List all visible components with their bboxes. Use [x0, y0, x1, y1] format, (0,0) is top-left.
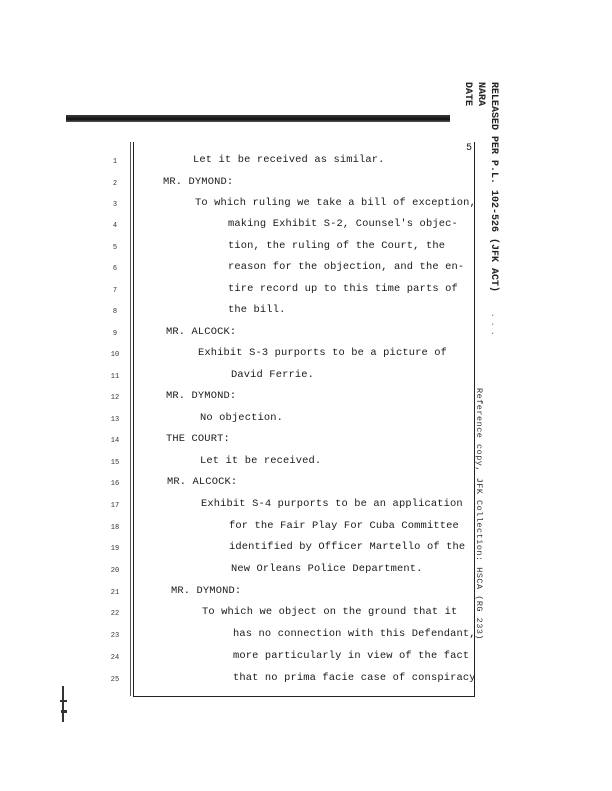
- line-number: 1: [112, 158, 118, 166]
- speaker-label: MR. DYMOND:: [171, 585, 242, 597]
- line-number: 19: [110, 545, 120, 553]
- transcript-line: that no prima facie case of conspiracy: [233, 672, 476, 684]
- speaker-label: MR. ALCOCK:: [166, 326, 237, 338]
- line-number: 16: [110, 480, 120, 488]
- transcript-line: the bill.: [228, 304, 286, 316]
- line-number: 3: [112, 201, 118, 209]
- transcript-line: No objection.: [200, 412, 284, 424]
- scan-artifact: [60, 686, 68, 722]
- release-stamp-line1: RELEASED PER P.L. 102-526 (JFK ACT): [488, 82, 499, 293]
- line-number: 17: [110, 502, 120, 510]
- transcript-line: identified by Officer Martello of the: [229, 541, 466, 553]
- transcript-line: To which we object on the ground that it: [202, 606, 458, 618]
- page-number: 5: [466, 143, 473, 154]
- line-number: 15: [110, 459, 120, 467]
- scan-dots: · · ·: [490, 311, 496, 339]
- line-number: 2: [112, 180, 118, 188]
- speaker-label: MR. DYMOND:: [163, 176, 234, 188]
- transcript-line: To which ruling we take a bill of exception,: [195, 197, 476, 209]
- line-number: 11: [110, 373, 120, 381]
- line-number: 7: [112, 287, 118, 295]
- line-number: 13: [110, 416, 120, 424]
- line-number: 22: [110, 610, 120, 618]
- line-number: 6: [112, 265, 118, 273]
- line-number: 25: [110, 676, 120, 684]
- line-number: 23: [110, 632, 120, 640]
- transcript-line: Let it be received.: [200, 455, 322, 467]
- speaker-label: THE COURT:: [166, 433, 230, 445]
- speaker-label: MR. DYMOND:: [166, 390, 237, 402]
- line-number: 8: [112, 308, 118, 316]
- line-number: 24: [110, 654, 120, 662]
- transcript-line: has no connection with this Defendant,: [233, 628, 476, 640]
- transcript-line: Exhibit S-4 purports to be an application: [201, 498, 463, 510]
- release-stamp: [461, 82, 500, 292]
- header-rule: [66, 115, 450, 122]
- transcript-line: New Orleans Police Department.: [231, 563, 423, 575]
- transcript-line: tion, the ruling of the Court, the: [228, 240, 446, 252]
- transcript-line: for the Fair Play For Cuba Committee: [229, 520, 459, 532]
- line-number: 9: [112, 330, 118, 338]
- margin-rule: [130, 142, 131, 696]
- speaker-label: MR. ALCOCK:: [167, 476, 238, 488]
- line-number: 4: [112, 222, 118, 230]
- transcript-line: David Ferrie.: [231, 369, 315, 381]
- line-number: 14: [110, 437, 120, 445]
- transcript-line: more particularly in view of the fact: [233, 650, 470, 662]
- transcript-line: tire record up to this time parts of: [228, 283, 458, 295]
- transcript-line: reason for the objection, and the en-: [228, 261, 465, 273]
- release-stamp-line2: NARA: [475, 82, 486, 107]
- transcript-line: Let it be received as similar.: [193, 154, 385, 166]
- line-number: 10: [110, 351, 120, 359]
- line-number: 18: [110, 524, 120, 532]
- transcript-line: Exhibit S-3 purports to be a picture of: [198, 347, 448, 359]
- release-stamp-line3: DATE: [462, 82, 473, 107]
- transcript-line: making Exhibit S-2, Counsel's objec-: [228, 218, 458, 230]
- line-number: 5: [112, 244, 118, 252]
- line-number: 20: [110, 567, 120, 575]
- line-number: 12: [110, 394, 120, 402]
- reference-note: Reference copy, JFK Collection: HSCA (RG 233): [474, 388, 484, 641]
- line-number: 21: [110, 589, 120, 597]
